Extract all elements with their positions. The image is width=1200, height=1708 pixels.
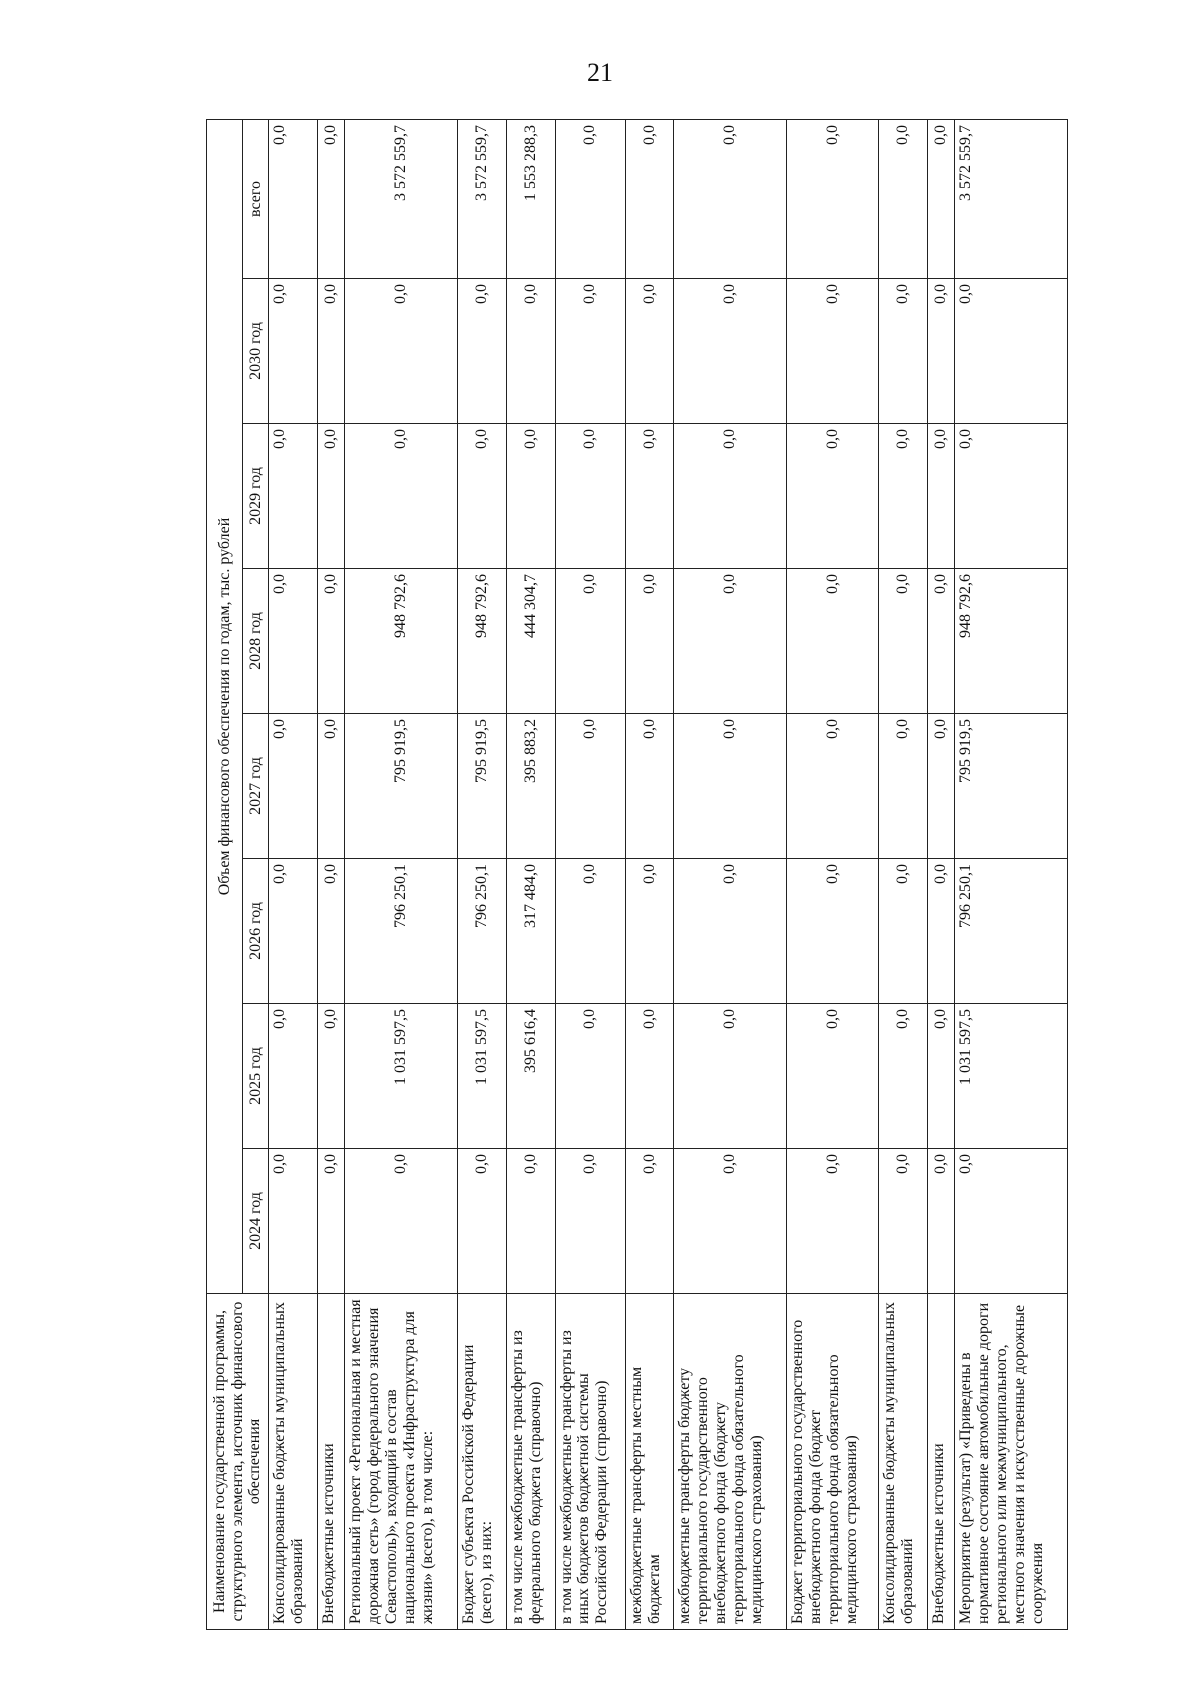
cell-value: 0,0: [878, 859, 927, 1004]
cell-value: 0,0: [269, 1004, 318, 1149]
cell-value: 3 572 559,7: [345, 119, 458, 278]
header-total: всего: [243, 119, 269, 278]
cell-value: 0,0: [927, 279, 954, 424]
row-label: Внебюджетные источники: [317, 1294, 344, 1630]
cell-value: 0,0: [674, 279, 787, 424]
table-row: [458, 119, 507, 1629]
cell-value: 0,0: [458, 1149, 507, 1294]
table-row: [506, 119, 555, 1629]
cell-value: 0,0: [878, 279, 927, 424]
cell-value: 0,0: [506, 424, 555, 569]
cell-value: 0,0: [269, 859, 318, 1004]
cell-value: 0,0: [625, 424, 674, 569]
cell-value: 0,0: [954, 424, 1067, 569]
cell-value: 0,0: [674, 714, 787, 859]
cell-value: 0,0: [878, 119, 927, 278]
cell-value: 0,0: [927, 1004, 954, 1149]
cell-value: 3 572 559,7: [954, 119, 1067, 278]
cell-value: 0,0: [878, 1149, 927, 1294]
cell-value: 1 553 288,3: [506, 119, 555, 278]
cell-value: 1 031 597,5: [345, 1004, 458, 1149]
cell-value: 0,0: [787, 1004, 879, 1149]
header-year-2027: 2027 год: [243, 714, 269, 859]
page-number: 21: [587, 58, 613, 87]
cell-value: 0,0: [625, 119, 674, 278]
cell-value: 0,0: [317, 859, 344, 1004]
table-row: [345, 119, 458, 1629]
cell-value: 0,0: [317, 1149, 344, 1294]
table-row: [317, 119, 344, 1629]
header-year-2026: 2026 год: [243, 859, 269, 1004]
table-row: [954, 119, 1067, 1629]
row-label: Бюджет территориального государственного внебюджетного фонда (бюджет территориального фонда обязательного медицинского страхования): [787, 1294, 879, 1630]
cell-value: 0,0: [269, 569, 318, 714]
header-funding-group: Объем финансового обеспечения по годам, тыс. рублей: [207, 119, 243, 1293]
row-label: Внебюджетные источники: [927, 1294, 954, 1630]
cell-value: 0,0: [878, 1004, 927, 1149]
cell-value: 0,0: [555, 1149, 625, 1294]
cell-value: 795 919,5: [954, 714, 1067, 859]
table-row: [625, 119, 674, 1629]
cell-value: 0,0: [555, 714, 625, 859]
row-label: Региональный проект «Региональная и местная дорожная сеть» (город федерального значения Севастополь)», входящий в состав национального проекта «Инфраструктура для жизни» (всего), в том числе:: [345, 1294, 458, 1630]
cell-value: 0,0: [555, 569, 625, 714]
cell-value: 395 883,2: [506, 714, 555, 859]
cell-value: 1 031 597,5: [954, 1004, 1067, 1149]
cell-value: 0,0: [954, 1149, 1067, 1294]
cell-value: 0,0: [555, 859, 625, 1004]
cell-value: 0,0: [269, 714, 318, 859]
cell-value: 0,0: [555, 119, 625, 278]
cell-value: 0,0: [506, 279, 555, 424]
cell-value: 0,0: [787, 279, 879, 424]
cell-value: 0,0: [625, 569, 674, 714]
table-row: [878, 119, 927, 1629]
cell-value: 0,0: [787, 424, 879, 569]
cell-value: 796 250,1: [954, 859, 1067, 1004]
header-year-2030: 2030 год: [243, 279, 269, 424]
cell-value: 0,0: [674, 119, 787, 278]
funding-table: [206, 119, 1068, 1630]
row-label: межбюджетные трансферты бюджету территориального государственного внебюджетного фонда (бюджету территориального фонда обязательного медицинского страхования): [674, 1294, 787, 1630]
cell-value: 0,0: [317, 424, 344, 569]
cell-value: 0,0: [927, 424, 954, 569]
cell-value: 0,0: [317, 714, 344, 859]
cell-value: 0,0: [787, 1149, 879, 1294]
cell-value: 0,0: [555, 424, 625, 569]
cell-value: 795 919,5: [345, 714, 458, 859]
table-row: [787, 119, 879, 1629]
cell-value: 0,0: [345, 424, 458, 569]
row-label: в том числе межбюджетные трансферты из федерального бюджета (справочно): [506, 1294, 555, 1630]
cell-value: 0,0: [787, 859, 879, 1004]
cell-value: 0,0: [878, 569, 927, 714]
row-label: в том числе межбюджетные трансферты из иных бюджетов бюджетной системы Российской Федерации (справочно): [555, 1294, 625, 1630]
row-label: межбюджетные трансферты местным бюджетам: [625, 1294, 674, 1630]
table-row: [927, 119, 954, 1629]
cell-value: 0,0: [269, 424, 318, 569]
cell-value: 0,0: [927, 714, 954, 859]
header-year-2028: 2028 год: [243, 569, 269, 714]
cell-value: 796 250,1: [458, 859, 507, 1004]
cell-value: 0,0: [506, 1149, 555, 1294]
row-label: Консолидированные бюджеты муниципальных образований: [878, 1294, 927, 1630]
cell-value: 1 031 597,5: [458, 1004, 507, 1149]
header-name-column: Наименование государственной программы, структурного элемента, источник финансового обеспечения: [207, 1294, 269, 1630]
row-label: Бюджет субъекта Российской Федерации (всего), из них:: [458, 1294, 507, 1630]
cell-value: 0,0: [954, 279, 1067, 424]
cell-value: 0,0: [787, 714, 879, 859]
cell-value: 0,0: [345, 279, 458, 424]
cell-value: 0,0: [269, 119, 318, 278]
cell-value: 395 616,4: [506, 1004, 555, 1149]
cell-value: 948 792,6: [458, 569, 507, 714]
cell-value: 0,0: [927, 569, 954, 714]
cell-value: 0,0: [458, 424, 507, 569]
cell-value: 0,0: [927, 1149, 954, 1294]
cell-value: 0,0: [787, 569, 879, 714]
cell-value: 0,0: [674, 1004, 787, 1149]
cell-value: 0,0: [317, 569, 344, 714]
cell-value: 0,0: [674, 569, 787, 714]
header-year-2025: 2025 год: [243, 1004, 269, 1149]
cell-value: 0,0: [674, 424, 787, 569]
cell-value: 0,0: [674, 859, 787, 1004]
header-year-2029: 2029 год: [243, 424, 269, 569]
cell-value: 3 572 559,7: [458, 119, 507, 278]
cell-value: 0,0: [927, 859, 954, 1004]
cell-value: 948 792,6: [345, 569, 458, 714]
table-row: [674, 119, 787, 1629]
cell-value: 0,0: [555, 279, 625, 424]
cell-value: 0,0: [927, 119, 954, 278]
cell-value: 796 250,1: [345, 859, 458, 1004]
cell-value: 0,0: [878, 714, 927, 859]
cell-value: 0,0: [787, 119, 879, 278]
cell-value: 0,0: [458, 279, 507, 424]
cell-value: 444 304,7: [506, 569, 555, 714]
cell-value: 0,0: [878, 424, 927, 569]
cell-value: 0,0: [625, 1004, 674, 1149]
cell-value: 0,0: [317, 119, 344, 278]
cell-value: 0,0: [317, 279, 344, 424]
cell-value: 0,0: [317, 1004, 344, 1149]
cell-value: 0,0: [674, 1149, 787, 1294]
row-label: Консолидированные бюджеты муниципальных образований: [269, 1294, 318, 1630]
cell-value: 0,0: [555, 1004, 625, 1149]
cell-value: 0,0: [625, 279, 674, 424]
header-year-2024: 2024 год: [243, 1149, 269, 1294]
cell-value: 0,0: [625, 714, 674, 859]
row-label: Мероприятие (результат) «Приведены в нормативное состояние автомобильные дороги регионального или межмуниципального, местного значения и искусственные дорожные сооружения: [954, 1294, 1067, 1630]
cell-value: 0,0: [625, 859, 674, 1004]
cell-value: 795 919,5: [458, 714, 507, 859]
cell-value: 317 484,0: [506, 859, 555, 1004]
table-row: [555, 119, 625, 1629]
rotated-table-container: [206, 120, 1068, 1630]
cell-value: 0,0: [345, 1149, 458, 1294]
cell-value: 948 792,6: [954, 569, 1067, 714]
cell-value: 0,0: [625, 1149, 674, 1294]
cell-value: 0,0: [269, 1149, 318, 1294]
cell-value: 0,0: [269, 279, 318, 424]
table-row: [269, 119, 318, 1629]
